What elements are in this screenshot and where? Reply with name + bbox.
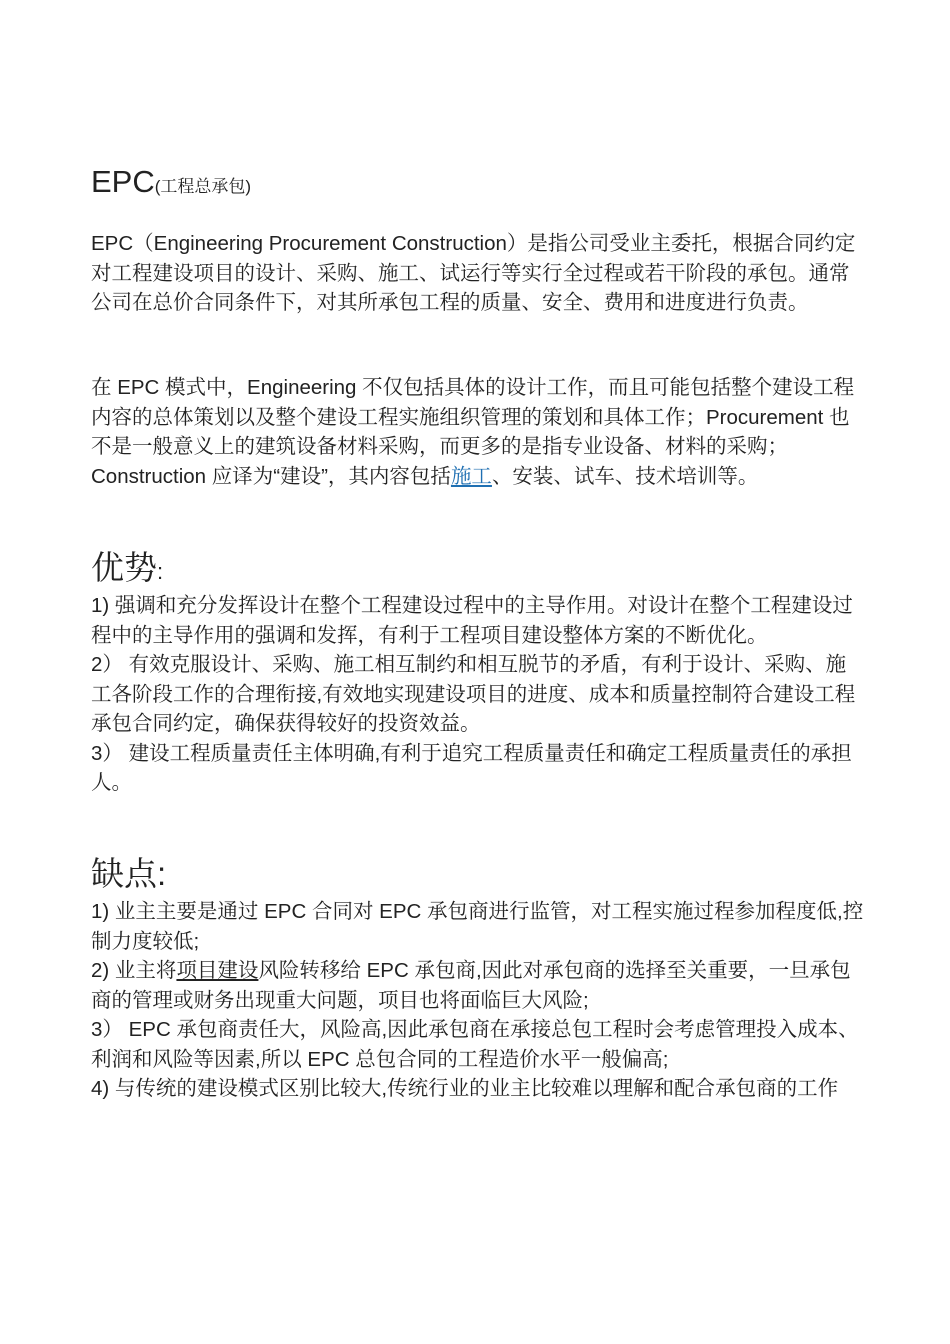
advantages-heading [91,551,163,584]
advantages-heading-text: 优势 [91,549,157,586]
disadvantage-2-text-before: 2) 业主将 [91,959,177,982]
disadvantages-heading [91,857,166,890]
disadvantage-item-1: 1) 业主主要是通过 EPC 合同对 EPC 承包商进行监管，对工程实施过程参加程度低,控制力度较低; [91,900,864,953]
advantage-item-2: 2） 有效克服设计、采购、施工相互制约和相互脱节的矛盾，有利于设计、采购、施工各阶段工作的合理衔接,有效地实现建设项目的进度、成本和质量控制符合建设工程承包合同约定，确保获得较好的投资效益。 [91,653,856,735]
document-title [91,166,251,197]
advantage-item-3: 3） 建设工程质量责任主体明确,有利于追究工程质量责任和确定工程质量责任的承担人。 [91,741,852,794]
advantages-heading-colon: : [157,559,164,584]
disadvantages-heading-colon: : [157,855,167,892]
intro-paragraph: EPC（Engineering Procurement Construction）是指公司受业主委托，根据合同约定对工程建设项目的设计、采购、施工、试运行等实行全过程或若干阶段的承包。通常公司在总价合同条件下，对其所承包工程的质量、安全、费用和进度进行负责。 [91,232,856,314]
explanation-text-after-link: 、安装、试车、技术培训等。 [491,464,759,488]
advantages-list [91,591,866,798]
title-subtitle: (工程总承包) [154,177,252,196]
disadvantage-item-4: 4) 与传统的建设模式区别比较大,传统行业的业主比较难以理解和配合承包商的工作 [91,1077,839,1100]
title-main: EPC [91,164,155,199]
disadvantages-list [91,897,866,1104]
construction-link[interactable]: 施工 [450,464,492,488]
project-construction-underlined: 项目建设 [176,959,259,982]
disadvantages-heading-text: 缺点 [91,855,157,892]
disadvantage-item-2 [91,956,866,1015]
advantage-item-1: 1) 强调和充分发挥设计在整个工程建设过程中的主导作用。对设计在整个工程建设过程中的主导作用的强调和发挥，有利于工程项目建设整体方案的不断优化。 [91,594,853,647]
explanation-paragraph [91,373,866,491]
explanation-text-before-link: 在 EPC 模式中，Engineering 不仅包括具体的设计工作，而且可能包括整个建设工程内容的总体策划以及整个建设工程实施组织管理的策划和具体工作；Procurement 也不是一般意义上的建筑设备材料采购，而更多的是指专业设备、材料的采购；Construction 应译为“建设”，其内容包括 [91,376,855,488]
disadvantage-2-text-after: 风险转移给 EPC 承包商,因此对承包商的选择至关重要，一旦承包商的管理或财务出现重大问题，项目也将面临巨大风险; [91,959,851,1012]
disadvantage-item-3: 3） EPC 承包商责任大，风险高,因此承包商在承接总包工程时会考虑管理投入成本、利润和风险等因素,所以 EPC 总包合同的工程造价水平一般偏高; [91,1018,859,1071]
